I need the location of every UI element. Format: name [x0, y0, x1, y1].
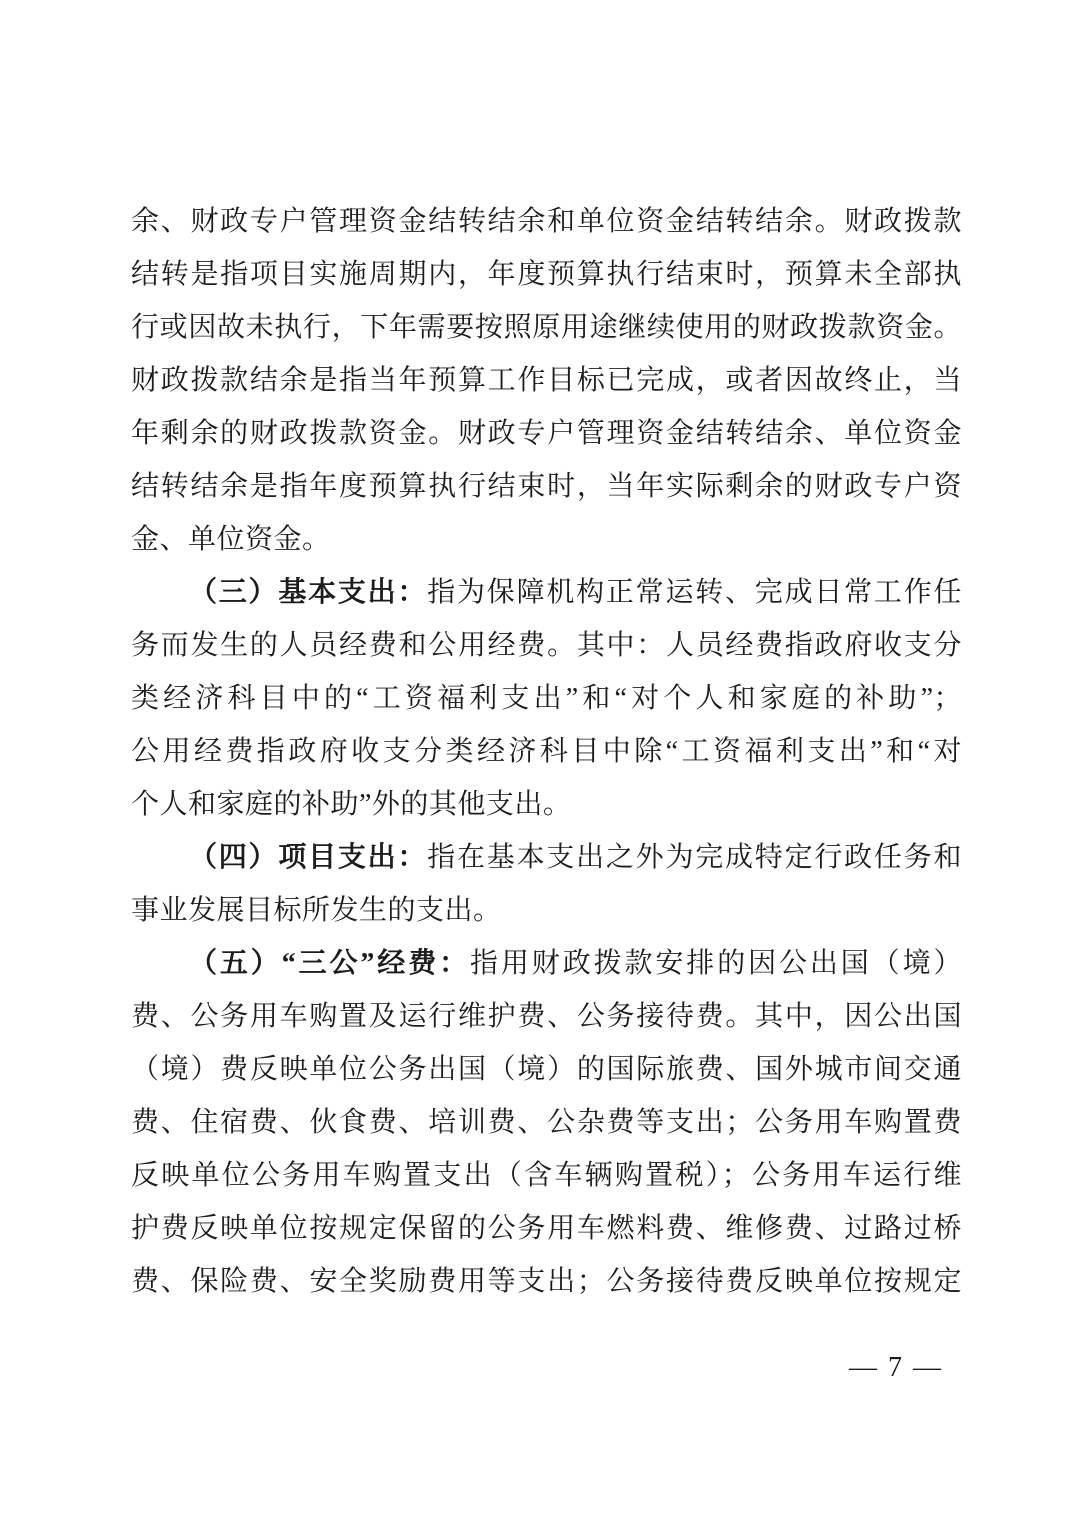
- body-text: 费、公务用车购置及运行维护费、公务接待费。其中，因公出国: [131, 1001, 962, 1032]
- body-text: 类经济科目中的“工资福利支出”和“对个人和家庭的补助”；: [131, 683, 962, 714]
- body-text: 财政拨款结余是指当年预算工作目标已完成，或者因故终止，当: [131, 365, 962, 396]
- body-text: 指用财政拨款安排的因公出国（境）: [470, 948, 962, 979]
- text-line: [131, 831, 962, 884]
- body-text: 结转结余是指年度预算执行结束时，当年实际剩余的财政专户资: [131, 471, 962, 502]
- text-line: [131, 619, 962, 672]
- text-line: [131, 1149, 962, 1202]
- body-text: 费、保险费、安全奖励费用等支出；公务接待费反映单位按规定: [131, 1266, 962, 1297]
- text-line: [131, 460, 962, 513]
- body-text: 个人和家庭的补助”外的其他支出。: [131, 789, 572, 820]
- body-text: 费、住宿费、伙食费、培训费、公杂费等支出；公务用车购置费: [131, 1107, 962, 1138]
- text-line: [131, 513, 962, 566]
- text-block: [131, 195, 962, 1308]
- text-line: [131, 354, 962, 407]
- text-line: [131, 990, 962, 1043]
- text-line: [131, 566, 962, 619]
- text-line: [131, 1202, 962, 1255]
- body-text: 年剩余的财政拨款资金。财政专户管理资金结转结余、单位资金: [131, 418, 962, 449]
- term-heading: （三）基本支出：: [189, 577, 428, 608]
- text-line: [131, 1043, 962, 1096]
- term-heading: （四）项目支出：: [189, 842, 428, 873]
- text-line: [131, 937, 962, 990]
- text-line: [131, 672, 962, 725]
- body-text: 公用经费指政府收支分类经济科目中除“工资福利支出”和“对: [131, 736, 962, 767]
- text-line: [131, 725, 962, 778]
- text-line: [131, 195, 962, 248]
- body-text: 指在基本支出之外为完成特定行政任务和: [427, 842, 962, 873]
- text-line: [131, 248, 962, 301]
- body-text: 结转是指项目实施周期内，年度预算执行结束时，预算未全部执: [131, 259, 962, 290]
- text-line: [131, 407, 962, 460]
- body-text: （境）费反映单位公务出国（境）的国际旅费、国外城市间交通: [131, 1054, 962, 1085]
- text-line: [131, 1096, 962, 1149]
- page-number: — 7 —: [849, 1352, 943, 1383]
- body-text: 行或因故未执行，下年需要按照原用途继续使用的财政拨款资金。: [131, 312, 962, 343]
- text-line: [131, 884, 962, 937]
- term-heading: （五）“三公”经费：: [189, 948, 470, 979]
- body-text: 余、财政专户管理资金结转结余和单位资金结转结余。财政拨款: [131, 206, 962, 237]
- text-line: [131, 1255, 962, 1308]
- body-text: 务而发生的人员经费和公用经费。其中：人员经费指政府收支分: [131, 630, 962, 661]
- body-text: 反映单位公务用车购置支出（含车辆购置税）；公务用车运行维: [131, 1160, 962, 1191]
- body-text: 指为保障机构正常运转、完成日常工作任: [427, 577, 962, 608]
- body-text: 金、单位资金。: [131, 524, 331, 555]
- text-line: [131, 301, 962, 354]
- body-text: 护费反映单位按规定保留的公务用车燃料费、维修费、过路过桥: [131, 1213, 962, 1244]
- body-text: 事业发展目标所发生的支出。: [131, 895, 502, 926]
- text-line: [131, 778, 962, 831]
